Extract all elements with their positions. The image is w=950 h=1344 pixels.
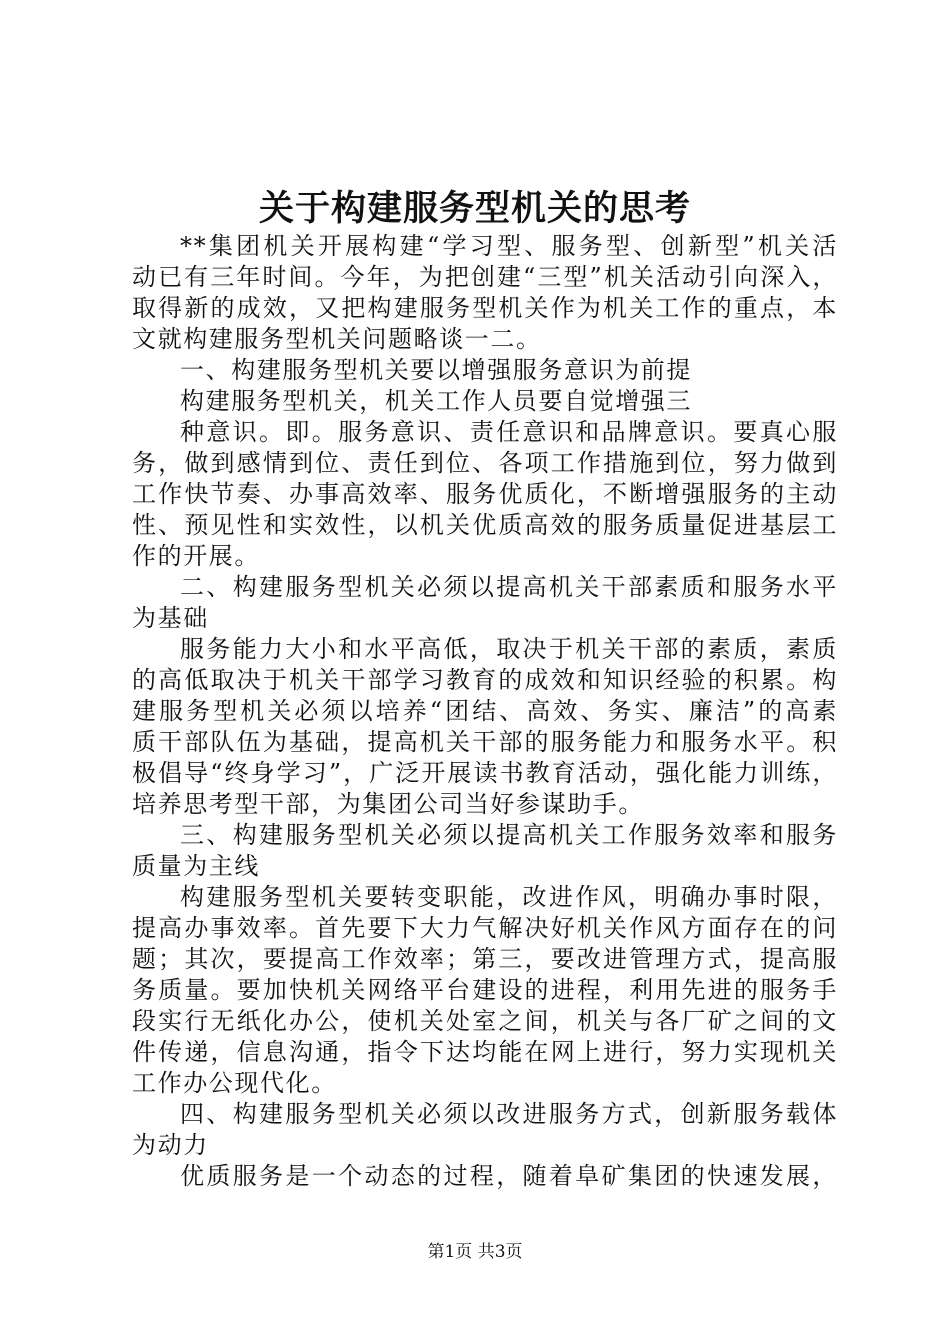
page-footer: 第1页 共3页 bbox=[427, 1242, 523, 1262]
body-line: 务质量。要加快机关网络平台建设的进程，利用先进的服务手 bbox=[132, 976, 838, 1004]
body-line: 文就构建服务型机关问题略谈一二。 bbox=[132, 325, 542, 353]
body-line: 一、构建服务型机关要以增强服务意识为前提 bbox=[180, 356, 692, 384]
body-line: 建服务型机关必须以培养“团结、高效、务实、廉洁”的高素 bbox=[132, 697, 838, 725]
body-line: 工作办公现代化。 bbox=[132, 1069, 337, 1097]
body-line: 务，做到感情到位、责任到位、各项工作措施到位，努力做到 bbox=[132, 449, 838, 477]
body-line: 构建服务型机关，机关工作人员要自觉增强三 bbox=[180, 387, 692, 415]
document-body bbox=[132, 231, 838, 1192]
body-line: 二、构建服务型机关必须以提高机关干部素质和服务水平 bbox=[180, 573, 838, 601]
body-line: 性、预见性和实效性，以机关优质高效的服务质量促进基层工 bbox=[132, 511, 838, 539]
body-line: 工作快节奏、办事高效率、服务优质化，不断增强服务的主动 bbox=[132, 480, 838, 508]
body-line: 质量为主线 bbox=[132, 852, 260, 880]
body-line: 质干部队伍为基础，提高机关干部的服务能力和服务水平。积 bbox=[132, 728, 838, 756]
body-line: 为动力 bbox=[132, 1131, 209, 1159]
document-title: 关于构建服务型机关的思考 bbox=[258, 188, 691, 229]
body-line: **集团机关开展构建“学习型、服务型、创新型”机关活 bbox=[180, 232, 838, 260]
body-line: 提高办事效率。首先要下大力气解决好机关作风方面存在的问 bbox=[132, 914, 838, 942]
body-line: 构建服务型机关要转变职能，改进作风，明确办事时限， bbox=[180, 883, 838, 911]
body-line: 动已有三年时间。今年，为把创建“三型”机关活动引向深入， bbox=[132, 263, 838, 291]
body-line: 三、构建服务型机关必须以提高机关工作服务效率和服务 bbox=[180, 821, 838, 849]
body-line: 极倡导“终身学习”，广泛开展读书教育活动，强化能力训练， bbox=[132, 759, 838, 787]
body-line: 的高低取决于机关干部学习教育的成效和知识经验的积累。构 bbox=[132, 666, 838, 694]
body-line: 件传递，信息沟通，指令下达均能在网上进行，努力实现机关 bbox=[132, 1038, 838, 1066]
body-line: 为基础 bbox=[132, 604, 209, 632]
body-line: 题；其次，要提高工作效率；第三，要改进管理方式，提高服 bbox=[132, 945, 838, 973]
body-line: 培养思考型干部，为集团公司当好参谋助手。 bbox=[132, 790, 644, 818]
body-line: 四、构建服务型机关必须以改进服务方式，创新服务载体 bbox=[180, 1100, 838, 1128]
body-line: 服务能力大小和水平高低，取决于机关干部的素质，素质 bbox=[180, 635, 838, 663]
body-line: 段实行无纸化办公，使机关处室之间，机关与各厂矿之间的文 bbox=[132, 1007, 838, 1035]
body-line: 种意识。即。服务意识、责任意识和品牌意识。要真心服 bbox=[180, 418, 838, 446]
body-line: 取得新的成效，又把构建服务型机关作为机关工作的重点，本 bbox=[132, 294, 838, 322]
body-line: 作的开展。 bbox=[132, 542, 260, 570]
body-line: 优质服务是一个动态的过程，随着阜矿集团的快速发展， bbox=[180, 1162, 838, 1190]
